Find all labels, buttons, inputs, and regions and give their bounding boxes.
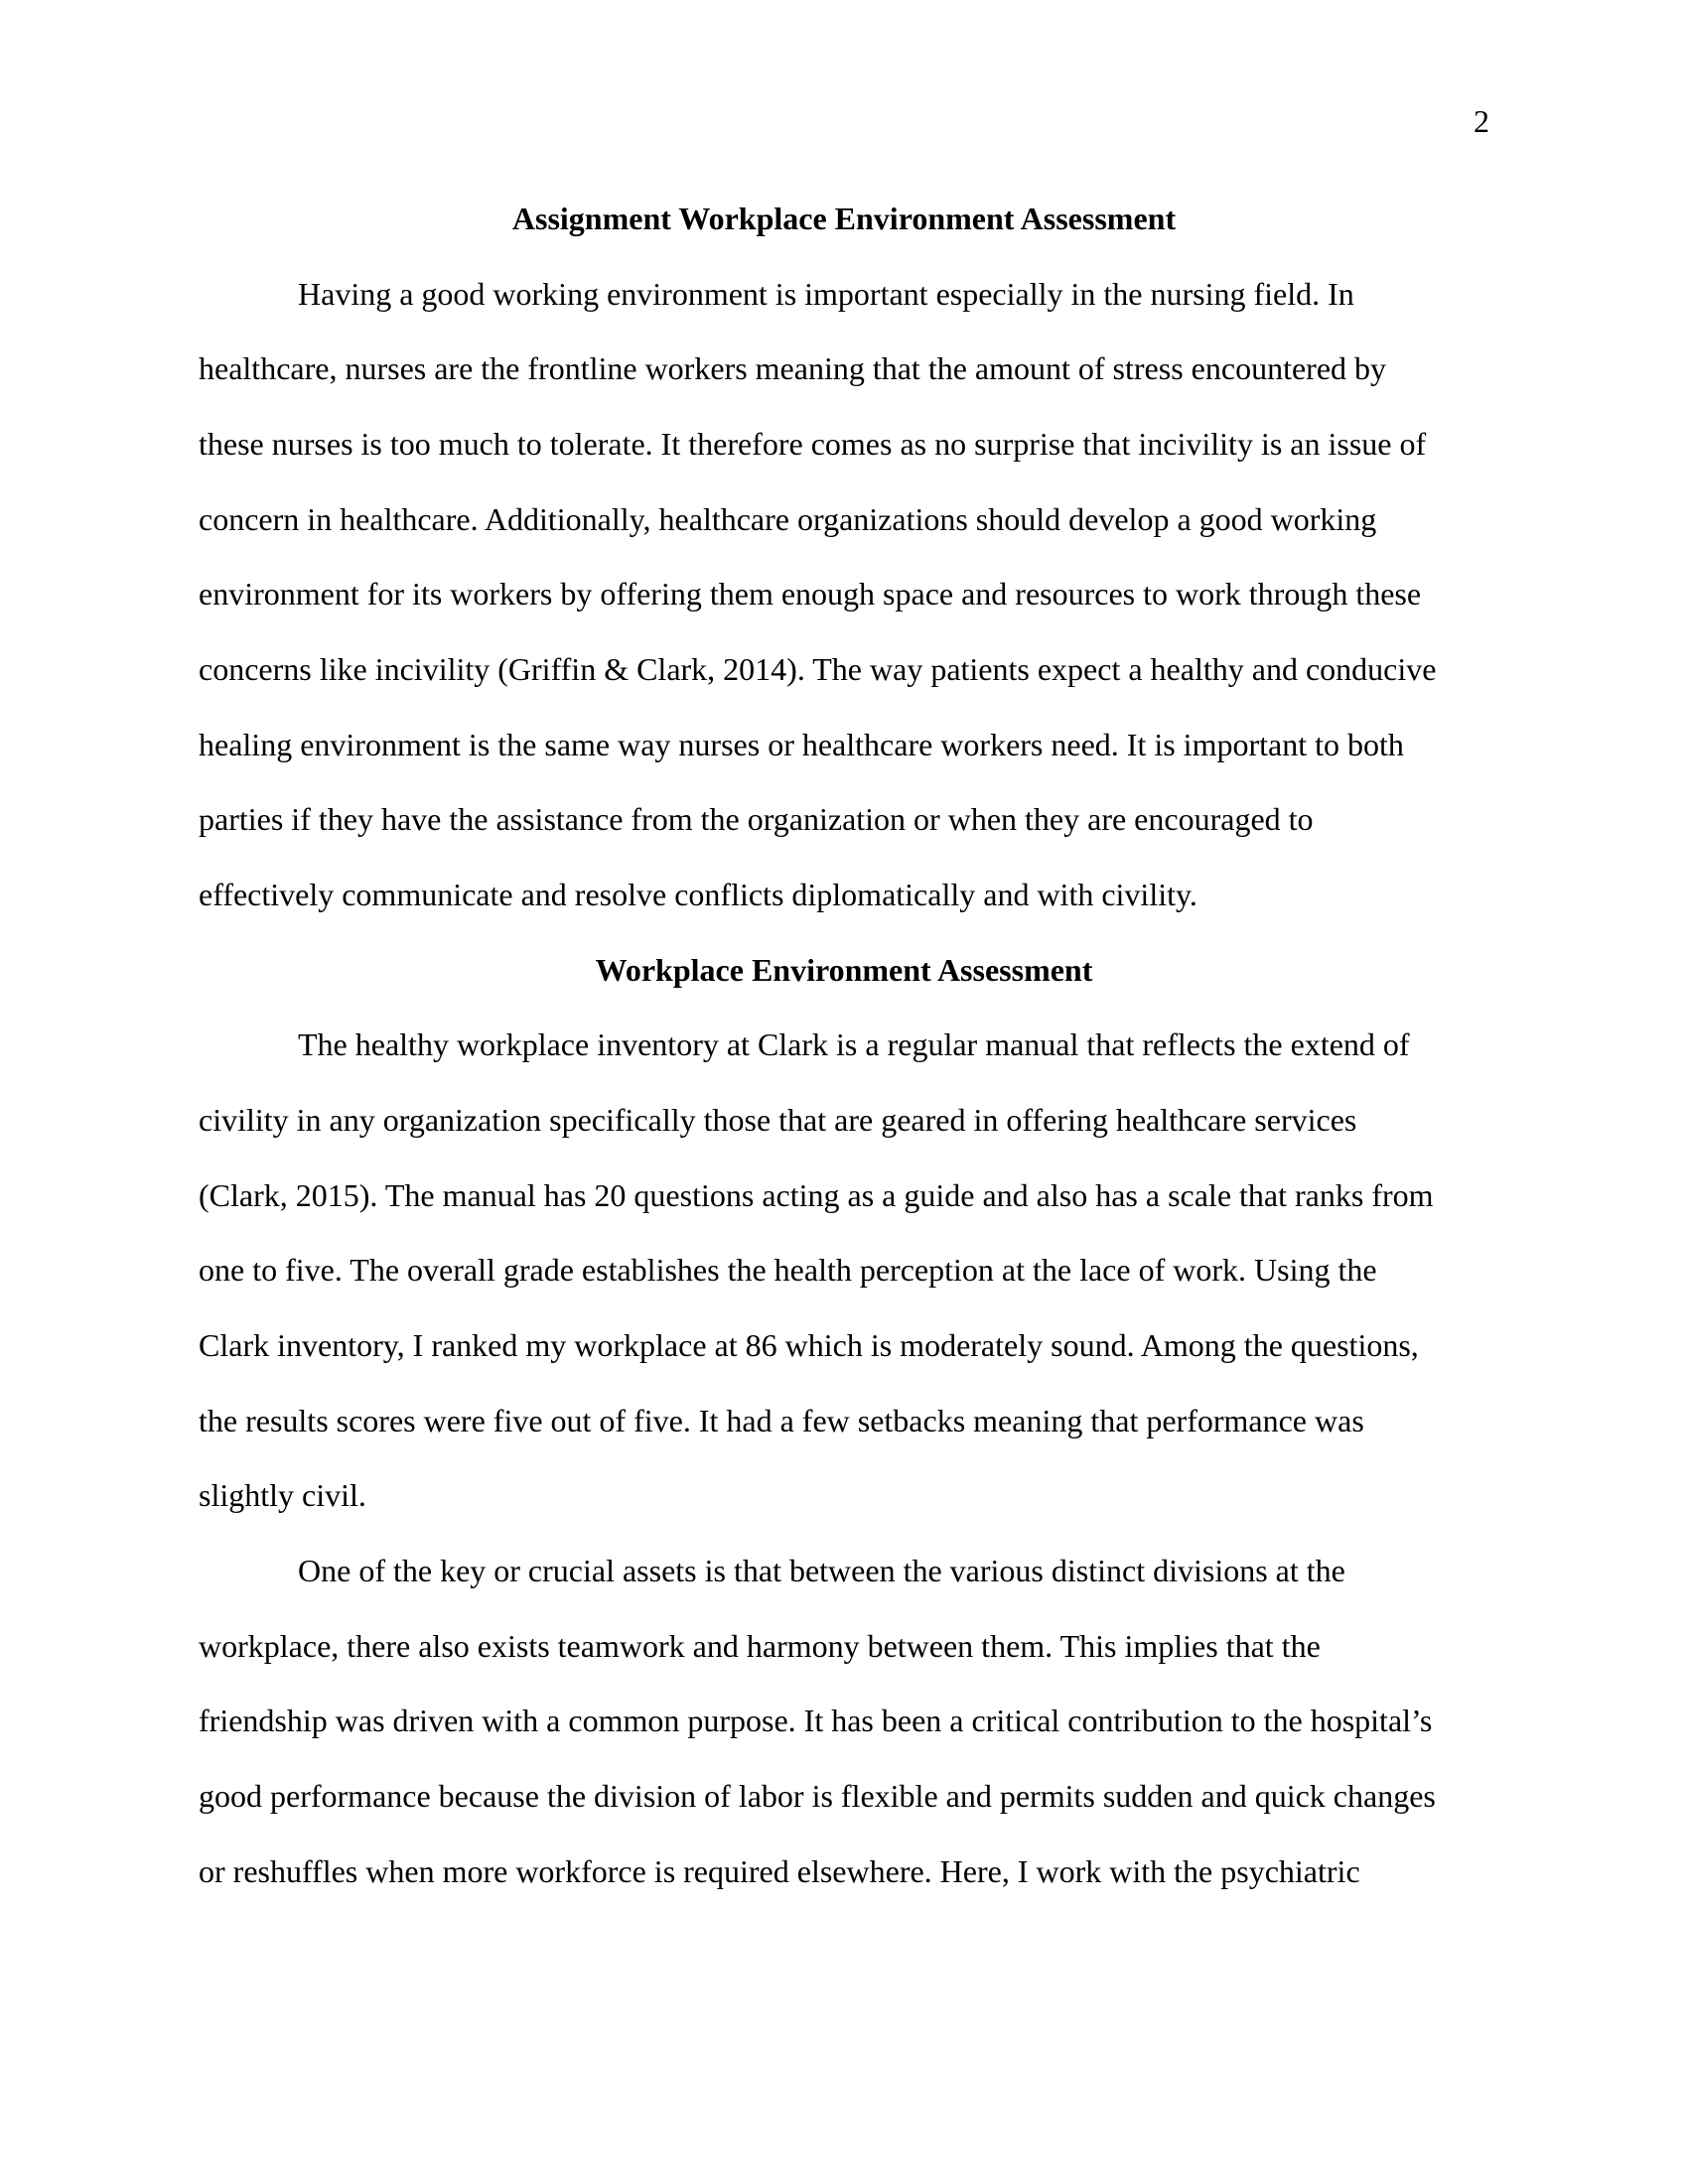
paragraph-line: healthcare, nurses are the frontline workers meaning that the amount of stress encountered by xyxy=(199,350,1387,386)
page-number: 2 xyxy=(1474,103,1489,139)
paragraph-line: one to five. The overall grade establishes the health perception at the lace of work. Using the xyxy=(199,1252,1377,1288)
paragraph-line: the results scores were five out of five. It had a few setbacks meaning that performance was xyxy=(199,1403,1364,1438)
paragraph-line: Clark inventory, I ranked my workplace at 86 which is moderately sound. Among the questions, xyxy=(199,1327,1419,1363)
paragraph-line: concerns like incivility (Griffin & Clark, 2014). The way patients expect a healthy and conducive xyxy=(199,651,1437,687)
paragraph-line: One of the key or crucial assets is that between the various distinct divisions at the xyxy=(298,1553,1345,1588)
paragraph-line: slightly civil. xyxy=(199,1477,366,1513)
paragraph-line: healing environment is the same way nurses or healthcare workers need. It is important to both xyxy=(199,727,1404,762)
paragraph-line: friendship was driven with a common purpose. It has been a critical contribution to the hospital’s xyxy=(199,1703,1433,1738)
paragraph-line: The healthy workplace inventory at Clark is a regular manual that reflects the extend of xyxy=(298,1026,1410,1062)
paragraph-line: Having a good working environment is important especially in the nursing field. In xyxy=(298,276,1354,312)
paragraph-line: or reshuffles when more workforce is required elsewhere. Here, I work with the psychiatric xyxy=(199,1853,1360,1889)
paragraph-line: civility in any organization specifically those that are geared in offering healthcare services xyxy=(199,1102,1357,1138)
section-heading-assessment: Workplace Environment Assessment xyxy=(595,952,1093,988)
paragraph-line: effectively communicate and resolve conflicts diplomatically and with civility. xyxy=(199,877,1197,912)
paragraph-line: workplace, there also exists teamwork and harmony between them. This implies that the xyxy=(199,1628,1321,1664)
paragraph-line: good performance because the division of labor is flexible and permits sudden and quick changes xyxy=(199,1778,1436,1814)
section-heading-assignment: Assignment Workplace Environment Assessment xyxy=(511,201,1177,236)
paragraph-line: environment for its workers by offering them enough space and resources to work through these xyxy=(199,576,1422,612)
paragraph-line: parties if they have the assistance from the organization or when they are encouraged to xyxy=(199,801,1314,837)
paragraph-line: (Clark, 2015). The manual has 20 questions acting as a guide and also has a scale that ranks from xyxy=(199,1177,1434,1213)
paragraph-line: these nurses is too much to tolerate. It therefore comes as no surprise that incivility is an issue of xyxy=(199,426,1427,462)
paragraph-line: concern in healthcare. Additionally, healthcare organizations should develop a good working xyxy=(199,501,1377,537)
